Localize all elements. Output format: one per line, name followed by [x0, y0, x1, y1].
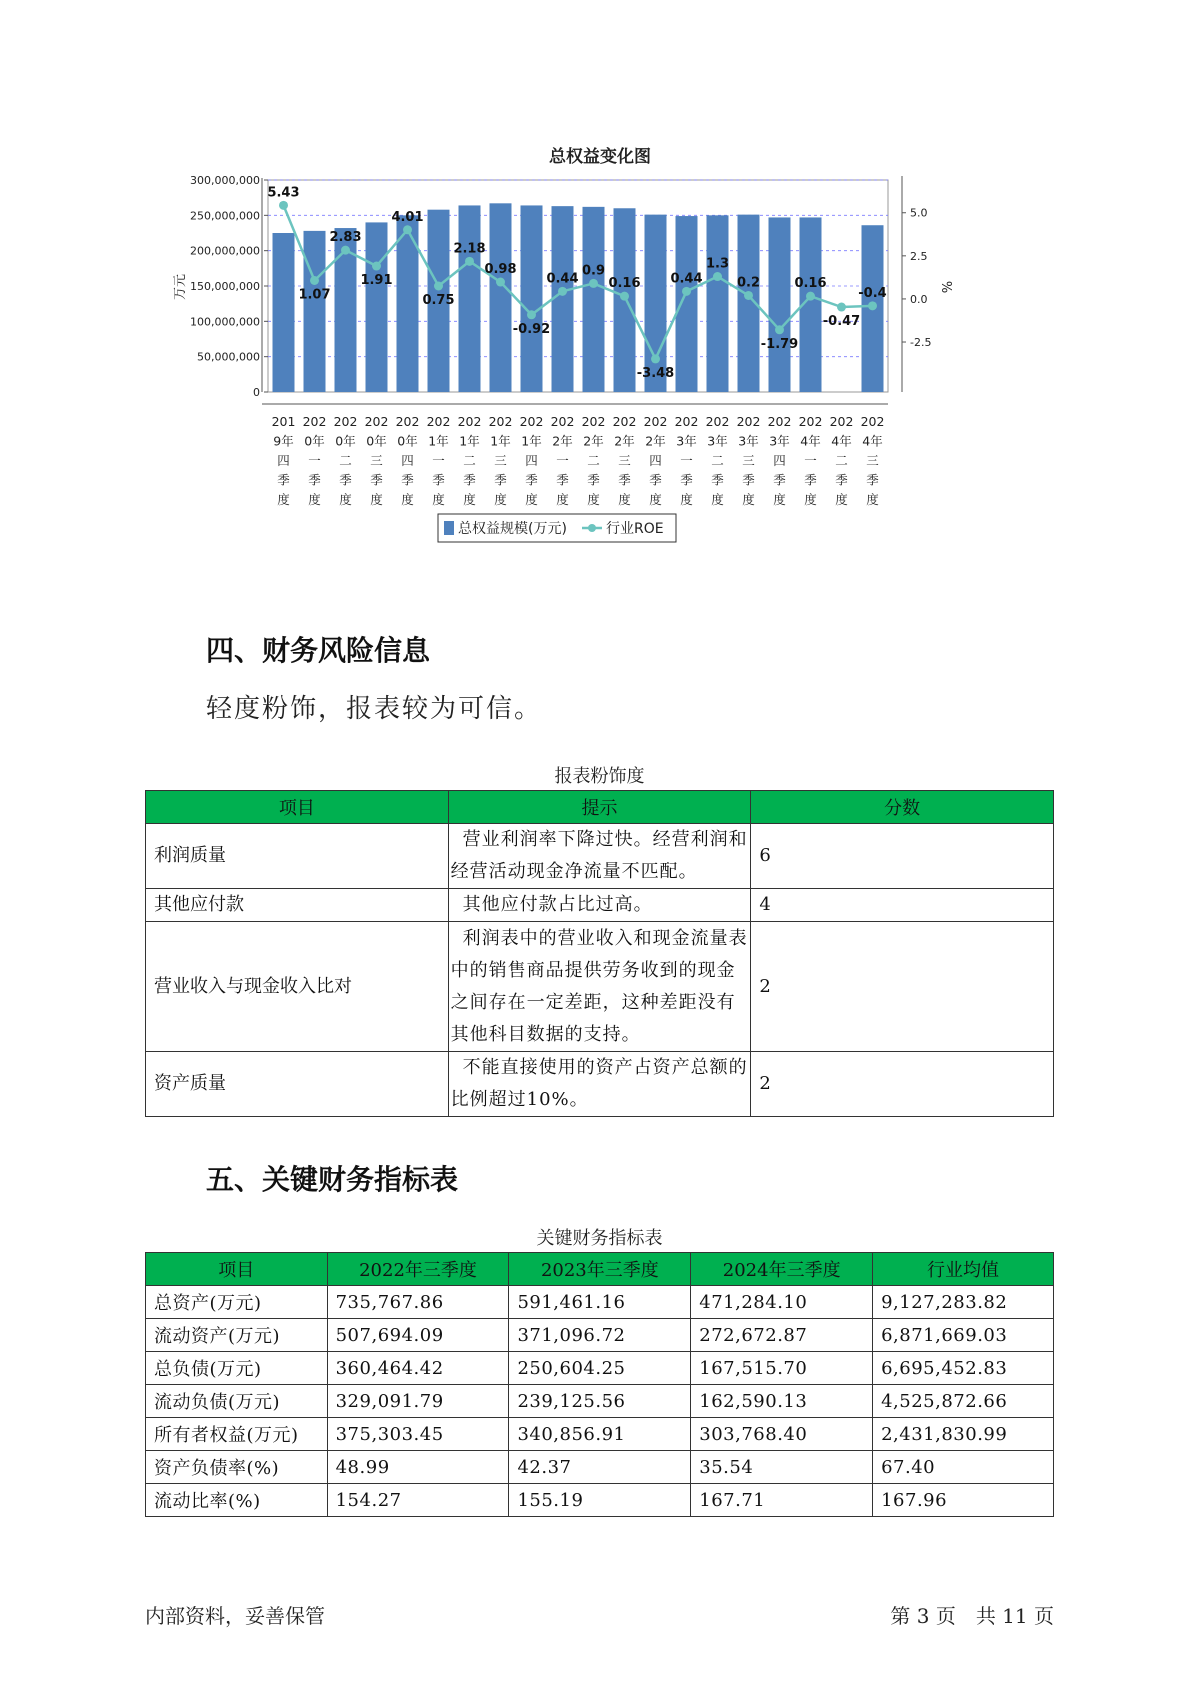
right-tick-label: 2.5 — [910, 249, 928, 263]
risk-header-item: 项目 — [146, 791, 449, 824]
risk-hint: 利润表中的营业收入和现金流量表中的销售商品提供劳务收到的现金之间存在一定差距，这种差距没有其他科目数据的支持。 — [448, 922, 751, 1052]
kpi-value-2023q3: 155.19 — [509, 1484, 691, 1517]
kpi-item: 总负债(万元) — [146, 1352, 328, 1385]
x-tick-label: 度 — [339, 492, 352, 507]
x-tick-label: 三 — [742, 453, 755, 468]
x-tick-label: 0年 — [366, 433, 387, 449]
x-tick-label: 度 — [866, 492, 879, 507]
x-tick-label: 度 — [742, 492, 755, 507]
kpi-value-industry-avg: 6,695,452.83 — [873, 1352, 1054, 1385]
x-tick-label: 202 — [333, 414, 358, 429]
table-row — [146, 1451, 1054, 1484]
table-row — [146, 1484, 1054, 1517]
roe-point — [558, 287, 567, 296]
x-tick-label: 季 — [525, 472, 538, 488]
kpi-value-2023q3: 250,604.25 — [509, 1352, 691, 1385]
x-tick-label: 度 — [556, 492, 569, 507]
x-tick-label: 202 — [674, 414, 699, 429]
roe-point — [372, 262, 381, 271]
legend-bar-label: 总权益规模(万元) — [458, 521, 567, 537]
x-tick-label: 202 — [426, 414, 451, 429]
kpi-header-2022q3: 2022年三季度 — [327, 1253, 509, 1286]
kpi-value-industry-avg: 9,127,283.82 — [873, 1286, 1054, 1319]
roe-point — [403, 225, 412, 234]
table-row — [146, 1052, 1054, 1117]
x-tick-label: 季 — [835, 472, 848, 488]
bar — [273, 233, 295, 392]
kpi-table-body — [146, 1286, 1054, 1517]
roe-point — [775, 325, 784, 334]
left-tick-label: 200,000,000 — [190, 244, 260, 258]
kpi-table — [145, 1252, 1054, 1517]
x-tick-label: 季 — [804, 472, 817, 488]
x-tick-label: 202 — [798, 414, 823, 429]
right-tick-label: -2.5 — [910, 336, 932, 350]
x-tick-label: 四 — [773, 453, 786, 468]
roe-point — [527, 310, 536, 319]
x-tick-label: 二 — [711, 453, 724, 468]
x-tick-label: 201 — [271, 414, 296, 429]
x-tick-label: 二 — [339, 453, 352, 468]
x-tick-label: 2年 — [552, 433, 573, 449]
left-tick-label: 150,000,000 — [190, 280, 260, 293]
roe-data-label: 1.3 — [705, 256, 730, 272]
roe-point — [837, 303, 846, 312]
kpi-value-2022q3: 154.27 — [327, 1484, 509, 1517]
roe-point — [465, 257, 474, 266]
bar — [366, 222, 388, 392]
bar — [552, 206, 574, 392]
bar — [459, 205, 481, 392]
roe-data-label: 0.44 — [670, 271, 703, 287]
kpi-value-industry-avg: 67.40 — [873, 1451, 1054, 1484]
x-tick-label: 季 — [432, 472, 445, 488]
kpi-value-industry-avg: 167.96 — [873, 1484, 1054, 1517]
x-tick-label: 202 — [612, 414, 637, 429]
x-tick-label: 度 — [463, 492, 476, 507]
x-tick-label: 一 — [556, 453, 569, 468]
roe-data-label: 1.91 — [360, 273, 393, 289]
x-tick-label: 季 — [494, 472, 507, 488]
kpi-item: 流动资产(万元) — [146, 1319, 328, 1352]
x-tick-label: 度 — [525, 492, 538, 507]
table-row — [146, 1418, 1054, 1451]
x-tick-label: 3年 — [707, 433, 728, 449]
x-tick-label: 度 — [711, 492, 724, 507]
risk-score: 2 — [751, 1052, 1054, 1117]
roe-data-label: 0.2 — [736, 275, 761, 291]
kpi-value-2024q3: 35.54 — [691, 1451, 873, 1484]
footer-page-number: 第 3 页 共 11 页 — [890, 1604, 1054, 1628]
x-tick-label: 202 — [488, 414, 513, 429]
x-tick-label: 一 — [308, 453, 321, 468]
x-tick-label: 4年 — [831, 433, 852, 449]
x-tick-label: 一 — [432, 453, 445, 468]
kpi-value-2024q3: 471,284.10 — [691, 1286, 873, 1319]
kpi-value-2023q3: 239,125.56 — [509, 1385, 691, 1418]
kpi-value-2024q3: 272,672.87 — [691, 1319, 873, 1352]
kpi-item: 所有者权益(万元) — [146, 1418, 328, 1451]
x-tick-label: 202 — [457, 414, 482, 429]
roe-data-label: -1.79 — [760, 336, 799, 352]
roe-point — [620, 292, 629, 301]
x-tick-label: 季 — [773, 472, 786, 488]
footer-confidential: 内部资料，妥善保管 — [145, 1604, 325, 1628]
right-tick-label: 5.0 — [910, 206, 928, 220]
kpi-value-2022q3: 48.99 — [327, 1451, 509, 1484]
legend-line-marker — [588, 524, 596, 532]
roe-data-label: 2.83 — [329, 230, 362, 246]
roe-point — [589, 279, 598, 288]
table-row — [146, 1286, 1054, 1319]
roe-point — [744, 291, 753, 300]
bar-series — [273, 203, 887, 392]
risk-hint: 其他应付款占比过高。 — [448, 889, 751, 922]
x-tick-label: 季 — [339, 472, 352, 488]
x-tick-label: 度 — [370, 492, 383, 507]
roe-point — [682, 287, 691, 296]
x-tick-label: 三 — [618, 453, 631, 468]
roe-data-label: 0.44 — [546, 271, 579, 287]
x-tick-label: 度 — [649, 492, 662, 507]
risk-summary: 轻度粉饰，报表较为可信。 — [206, 694, 543, 724]
kpi-value-2022q3: 360,464.42 — [327, 1352, 509, 1385]
x-tick-label: 3年 — [738, 433, 759, 449]
left-tick-label: 0 — [253, 386, 260, 399]
kpi-value-2023q3: 591,461.16 — [509, 1286, 691, 1319]
x-tick-label: 度 — [277, 492, 290, 507]
x-tick-label: 202 — [550, 414, 575, 429]
table-row — [146, 922, 1054, 1052]
kpi-item: 流动负债(万元) — [146, 1385, 328, 1418]
bar — [676, 216, 698, 392]
x-tick-label: 四 — [401, 453, 414, 468]
x-tick-label: 202 — [705, 414, 730, 429]
x-tick-label: 季 — [277, 472, 290, 488]
kpi-value-2022q3: 507,694.09 — [327, 1319, 509, 1352]
x-tick-label: 度 — [773, 492, 786, 507]
risk-item: 其他应付款 — [146, 889, 449, 922]
x-tick-label: 度 — [618, 492, 631, 507]
x-tick-label: 季 — [649, 472, 662, 488]
kpi-value-2024q3: 167,515.70 — [691, 1352, 873, 1385]
kpi-table-caption: 关键财务指标表 — [536, 1228, 663, 1249]
x-tick-label: 三 — [866, 453, 879, 468]
roe-data-label: -0.47 — [822, 314, 861, 330]
x-tick-label: 季 — [618, 472, 631, 488]
roe-data-label: 0.75 — [422, 293, 455, 308]
x-tick-label: 1年 — [521, 433, 542, 449]
roe-point — [651, 354, 660, 363]
x-tick-label: 1年 — [428, 433, 449, 449]
kpi-item: 流动比率(%) — [146, 1484, 328, 1517]
left-axis-title: 万元 — [173, 273, 188, 301]
x-tick-label: 季 — [711, 472, 724, 488]
x-tick-label: 四 — [277, 453, 290, 468]
equity-chart — [170, 140, 1030, 600]
x-tick-label: 一 — [680, 453, 693, 468]
x-tick-label: 季 — [308, 472, 321, 488]
x-tick-label: 202 — [395, 414, 420, 429]
risk-header-hint: 提示 — [448, 791, 751, 824]
x-tick-label: 2年 — [583, 433, 604, 449]
risk-item: 营业收入与现金收入比对 — [146, 922, 449, 1052]
x-tick-label: 季 — [556, 472, 569, 488]
x-tick-label: 2年 — [645, 433, 666, 449]
kpi-value-2024q3: 167.71 — [691, 1484, 873, 1517]
table-row — [146, 889, 1054, 922]
x-tick-label: 二 — [587, 453, 600, 468]
roe-point — [341, 246, 350, 255]
roe-point — [713, 272, 722, 281]
chart-legend — [438, 514, 676, 542]
x-tick-label: 0年 — [304, 433, 325, 449]
x-tick-label: 度 — [804, 492, 817, 507]
x-tick-label: 季 — [680, 472, 693, 488]
legend-bar-swatch — [444, 521, 454, 535]
kpi-header-2023q3: 2023年三季度 — [509, 1253, 691, 1286]
risk-item: 利润质量 — [146, 824, 449, 889]
bar — [521, 205, 543, 392]
roe-data-label: -3.48 — [636, 365, 675, 381]
x-tick-label: 202 — [736, 414, 761, 429]
kpi-value-2023q3: 340,856.91 — [509, 1418, 691, 1451]
roe-data-label: 4.01 — [391, 209, 424, 225]
x-tick-label: 2年 — [614, 433, 635, 449]
x-tick-label: 4年 — [800, 433, 821, 449]
risk-score: 4 — [751, 889, 1054, 922]
risk-section-heading: 四、财务风险信息 — [206, 634, 431, 667]
x-tick-label: 202 — [860, 414, 885, 429]
kpi-header-item: 项目 — [146, 1253, 328, 1286]
table-row — [146, 824, 1054, 889]
kpi-value-2022q3: 375,303.45 — [327, 1418, 509, 1451]
bar — [490, 203, 512, 392]
roe-point — [310, 276, 319, 285]
risk-table-caption: 报表粉饰度 — [554, 766, 645, 787]
x-tick-label: 度 — [401, 492, 414, 507]
x-tick-label: 四 — [649, 453, 662, 468]
x-tick-label: 0年 — [397, 433, 418, 449]
kpi-value-2022q3: 735,767.86 — [327, 1286, 509, 1319]
x-axis-labels — [272, 414, 885, 507]
x-tick-label: 202 — [767, 414, 792, 429]
risk-hint: 营业利润率下降过快。经营利润和经营活动现金净流量不匹配。 — [448, 824, 751, 889]
x-tick-label: 3年 — [676, 433, 697, 449]
risk-item: 资产质量 — [146, 1052, 449, 1117]
legend-line-label: 行业ROE — [606, 521, 664, 537]
right-axis-title: % — [938, 280, 953, 294]
x-tick-label: 三 — [494, 453, 507, 468]
roe-point — [279, 201, 288, 210]
kpi-table-header-row — [146, 1253, 1054, 1286]
risk-header-score: 分数 — [751, 791, 1054, 824]
left-tick-label: 100,000,000 — [190, 315, 260, 329]
x-tick-label: 一 — [804, 453, 817, 468]
x-tick-label: 202 — [829, 414, 854, 429]
risk-table — [145, 790, 1054, 1117]
x-tick-label: 季 — [463, 472, 476, 488]
x-tick-label: 0年 — [335, 433, 356, 449]
chart-title: 总权益变化图 — [549, 147, 651, 167]
x-tick-label: 三 — [370, 453, 383, 468]
kpi-value-2022q3: 329,091.79 — [327, 1385, 509, 1418]
roe-data-label: 0.16 — [794, 276, 827, 292]
bar — [769, 217, 791, 392]
x-tick-label: 度 — [680, 492, 693, 507]
x-tick-label: 202 — [519, 414, 544, 429]
x-tick-label: 季 — [866, 472, 879, 488]
x-tick-label: 季 — [742, 472, 755, 488]
kpi-value-industry-avg: 4,525,872.66 — [873, 1385, 1054, 1418]
x-tick-label: 202 — [302, 414, 327, 429]
x-tick-label: 202 — [364, 414, 389, 429]
roe-data-label: 2.18 — [453, 241, 486, 257]
kpi-item: 总资产(万元) — [146, 1286, 328, 1319]
right-tick-label: 0.0 — [910, 292, 928, 306]
kpi-value-industry-avg: 2,431,830.99 — [873, 1418, 1054, 1451]
x-tick-label: 202 — [581, 414, 606, 429]
x-tick-label: 二 — [835, 453, 848, 468]
kpi-value-2023q3: 371,096.72 — [509, 1319, 691, 1352]
bar — [583, 207, 605, 392]
bar — [304, 231, 326, 392]
x-tick-label: 9年 — [273, 433, 294, 449]
x-tick-label: 度 — [587, 492, 600, 507]
kpi-section-heading: 五、关键财务指标表 — [206, 1163, 459, 1196]
kpi-item: 资产负债率(%) — [146, 1451, 328, 1484]
x-tick-label: 季 — [401, 472, 414, 488]
kpi-value-2024q3: 303,768.40 — [691, 1418, 873, 1451]
left-tick-label: 250,000,000 — [190, 209, 260, 223]
kpi-header-2024q3: 2024年三季度 — [691, 1253, 873, 1286]
roe-point — [868, 301, 877, 310]
bar — [707, 215, 729, 392]
x-tick-label: 季 — [587, 472, 600, 488]
roe-data-label: 5.43 — [267, 185, 300, 201]
x-tick-label: 1年 — [490, 433, 511, 449]
x-tick-label: 度 — [308, 492, 321, 507]
left-tick-label: 300,000,000 — [190, 174, 260, 187]
x-tick-label: 3年 — [769, 433, 790, 449]
x-tick-label: 1年 — [459, 433, 480, 449]
table-row — [146, 1385, 1054, 1418]
kpi-value-industry-avg: 6,871,669.03 — [873, 1319, 1054, 1352]
roe-data-label: -0.4 — [858, 285, 887, 301]
risk-table-header-row — [146, 791, 1054, 824]
table-row — [146, 1352, 1054, 1385]
roe-data-label: 0.9 — [581, 263, 606, 279]
x-tick-label: 度 — [494, 492, 507, 507]
roe-point — [434, 282, 443, 291]
x-tick-label: 季 — [370, 472, 383, 488]
kpi-value-2023q3: 42.37 — [509, 1451, 691, 1484]
kpi-header-industry-avg: 行业均值 — [873, 1253, 1054, 1286]
risk-score: 2 — [751, 922, 1054, 1052]
roe-data-label: 0.98 — [484, 262, 517, 278]
roe-data-label: 0.16 — [608, 276, 641, 292]
left-tick-label: 50,000,000 — [197, 350, 260, 364]
roe-line-series — [267, 185, 886, 381]
risk-hint: 不能直接使用的资产占资产总额的比例超过10%。 — [448, 1052, 751, 1117]
x-tick-label: 4年 — [862, 433, 883, 449]
x-tick-label: 四 — [525, 453, 538, 468]
x-tick-label: 度 — [432, 492, 445, 507]
roe-point — [496, 278, 505, 287]
x-tick-label: 二 — [463, 453, 476, 468]
roe-point — [806, 292, 815, 301]
table-row — [146, 1319, 1054, 1352]
risk-score: 6 — [751, 824, 1054, 889]
x-tick-label: 度 — [835, 492, 848, 507]
roe-data-label: -0.92 — [512, 321, 551, 337]
x-tick-label: 202 — [643, 414, 668, 429]
kpi-value-2024q3: 162,590.13 — [691, 1385, 873, 1418]
roe-data-label: 1.07 — [298, 287, 331, 303]
